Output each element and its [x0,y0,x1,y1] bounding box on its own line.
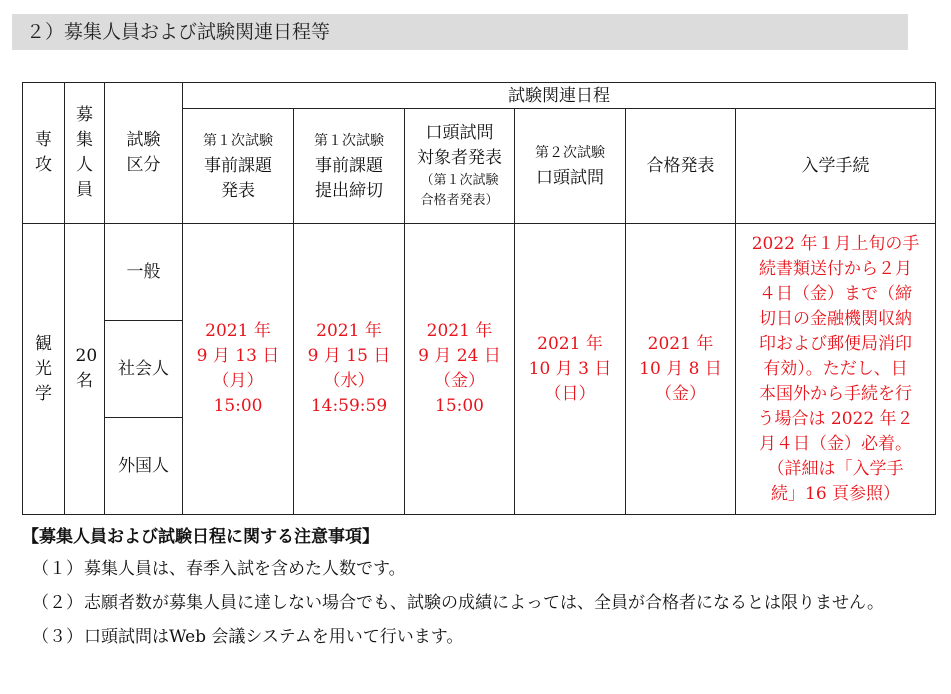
note-text: 志願者数が募集人員に達しない場合でも、試験の成績によっては、全員が合格者になるとは限りません。 [84,593,885,613]
notes-title: 【募集人員および試験日程に関する注意事項】 [22,527,379,547]
header-exam-type: 試験 区分 [105,83,183,224]
date-col-1: 2021 年 9 月 13 日 （月） 15:00 [183,224,294,515]
note-item [22,622,932,652]
header-capacity: 募 集 人 員 [65,83,105,224]
header-col-1: 第１次試験 事前課題 発表 [183,109,294,224]
notes-section [22,524,932,652]
header-col-5: 合格発表 [626,109,736,224]
date-col-2: 2021 年 9 月 15 日 （水） 14:59:59 [294,224,405,515]
procedure-cell: 2022 年１月上旬の手 続書類送付から２月 ４日（金）まで（締 切日の金融機関収納 印および郵便局消印 有効）。ただし、日 本国外から手続を行 う場合は 2022 年２ 月４日（金）必着。 （詳細は「入学手 続」16 頁参照） [736,224,936,515]
header-col-3: 口頭試問 対象者発表 （第１次試験 合格者発表） [405,109,515,224]
note-text: 募集人員は、春季入試を含めた人数です。 [84,559,406,579]
header-col-4: 第２次試験 口頭試問 [515,109,626,224]
section-title: ２）募集人員および試験関連日程等 [12,14,908,50]
category-working-adult: 社会人 [105,321,183,418]
category-international: 外国人 [105,418,183,515]
header-col-6: 入学手続 [736,109,936,224]
date-col-4: 2021 年 10 月 3 日 （日） [515,224,626,515]
header-schedule-group: 試験関連日程 [183,83,936,109]
schedule-table [22,82,936,515]
note-text: 口頭試問はWeb 会議システムを用いて行います。 [84,627,464,647]
row-major: 観 光 学 [23,224,65,515]
date-col-3: 2021 年 9 月 24 日 （金） 15:00 [405,224,515,515]
category-general: 一般 [105,224,183,321]
note-item [22,588,932,618]
note-number: （２） [32,593,83,613]
date-col-5: 2021 年 10 月 8 日 （金） [626,224,736,515]
header-major: 専 攻 [23,83,65,224]
row-capacity: 20 名 [65,224,105,515]
note-item [22,554,932,584]
note-number: （１） [32,559,83,579]
header-col-2: 第１次試験 事前課題 提出締切 [294,109,405,224]
note-number: （３） [32,627,83,647]
